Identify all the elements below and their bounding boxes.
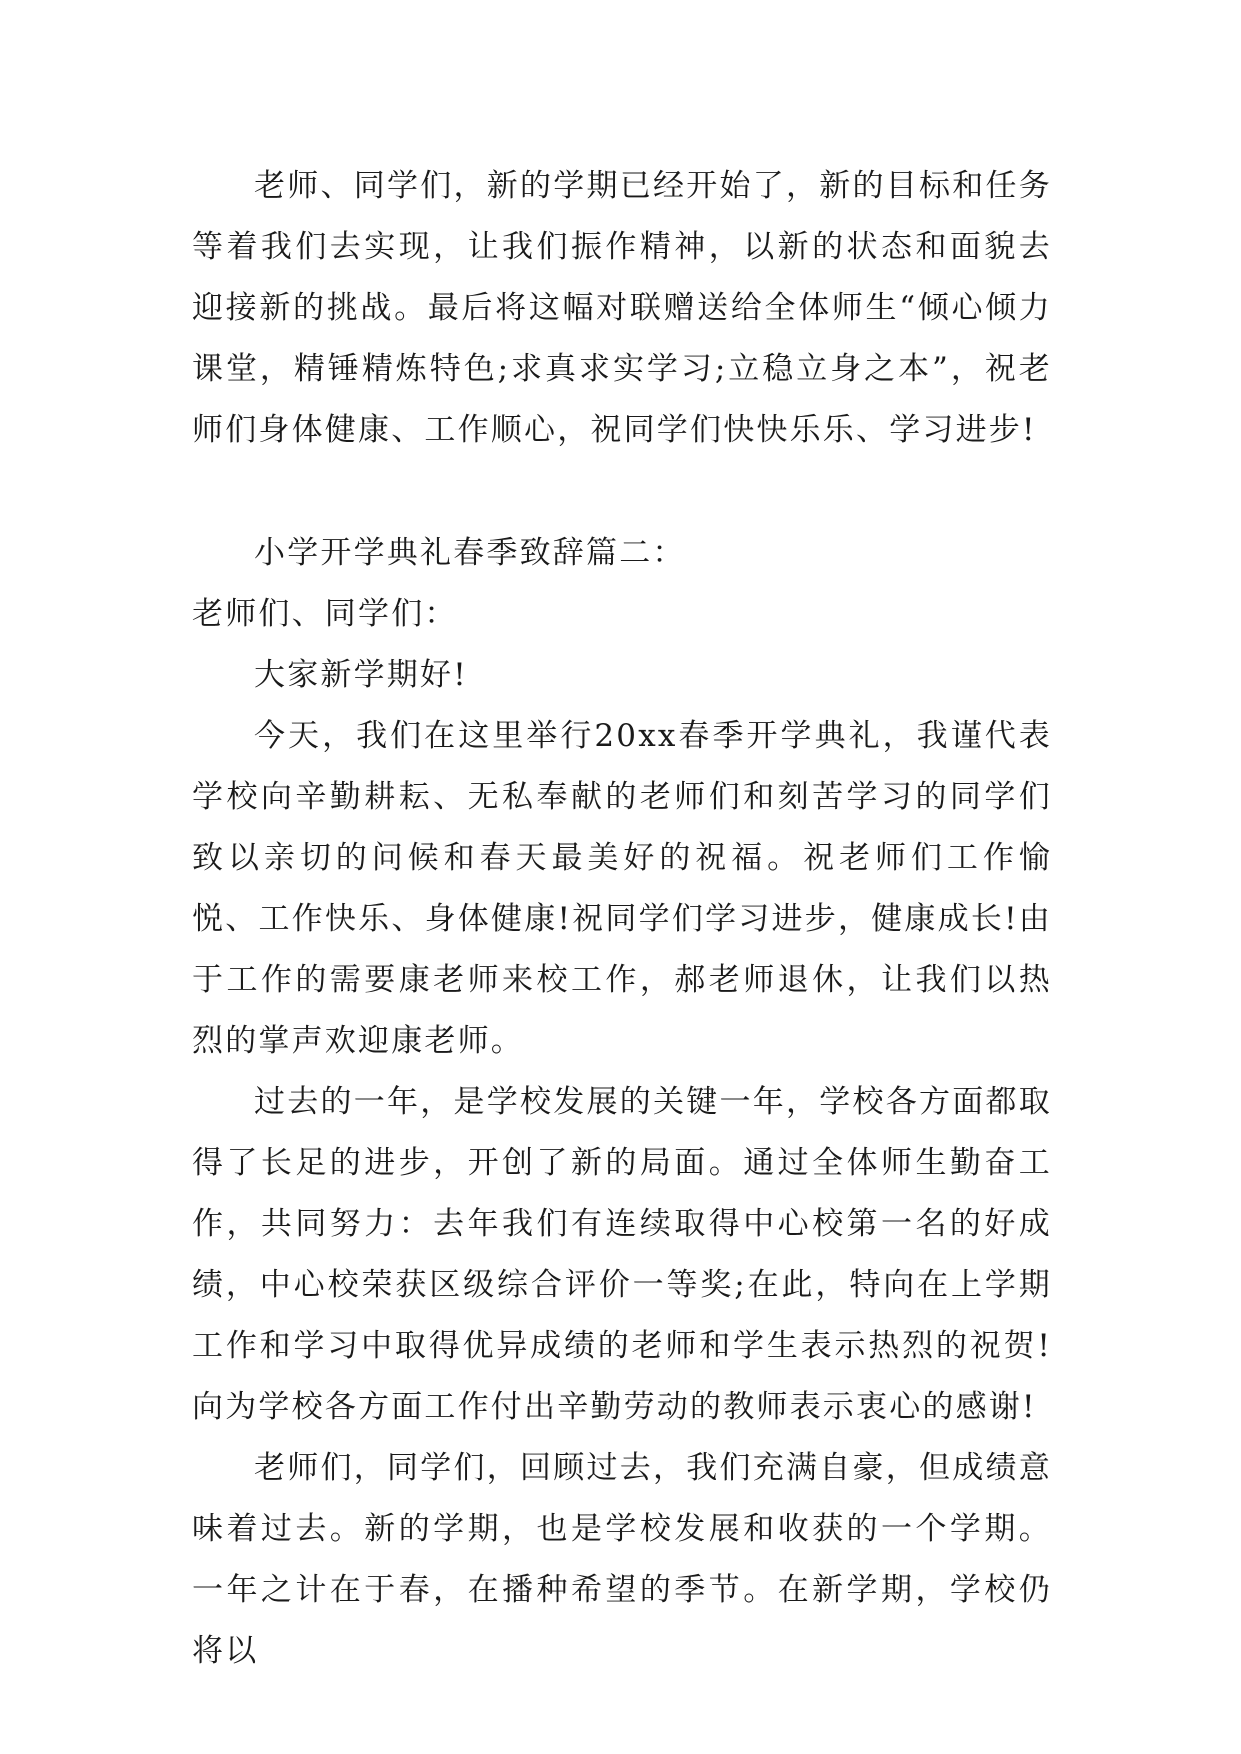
paragraph-closing-remarks: 老师、同学们，新的学期已经开始了，新的目标和任务等着我们去实现，让我们振作精神，以新的状态和面貌去迎接新的挑战。最后将这幅对联赠送给全体师生“倾心倾力课堂，精锤精炼特色;求真求实学习;立稳立身之本”，祝老师们身体健康、工作顺心，祝同学们快快乐乐、学习进步! [192, 168, 1052, 448]
paragraph-new-term: 老师们，同学们，回顾过去，我们充满自豪，但成绩意味着过去。新的学期，也是学校发展和收获的一个学期。一年之计在于春，在播种希望的季节。在新学期，学校仍将以 [192, 1450, 1052, 1669]
section-heading: 小学开学典礼春季致辞篇二： [254, 535, 686, 571]
paragraph-opening: 今天，我们在这里举行20xx春季开学典礼，我谨代表学校向辛勤耕耘、无私奉献的老师们和刻苦学习的同学们致以亲切的问候和春天最美好的祝福。祝老师们工作愉悦、工作快乐、身体健康!祝同学们学习进步，健康成长!由于工作的需要康老师来校工作，郝老师退休，让我们以热烈的掌声欢迎康老师。 [192, 718, 1052, 1059]
paragraph-gap [192, 461, 1052, 523]
paragraph-past-year: 过去的一年，是学校发展的关键一年，学校各方面都取得了长足的进步，开创了新的局面。通过全体师生勤奋工作，共同努力：去年我们有连续取得中心校第一名的好成绩，中心校荣获区级综合评价一等奖;在此，特向在上学期工作和学习中取得优异成绩的老师和学生表示热烈的祝贺!向为学校各方面工作付出辛勤劳动的教师表示衷心的感谢! [192, 1084, 1052, 1425]
document-page [192, 156, 1052, 1682]
greeting: 大家新学期好! [254, 657, 468, 693]
salutation: 老师们、同学们： [192, 596, 458, 632]
